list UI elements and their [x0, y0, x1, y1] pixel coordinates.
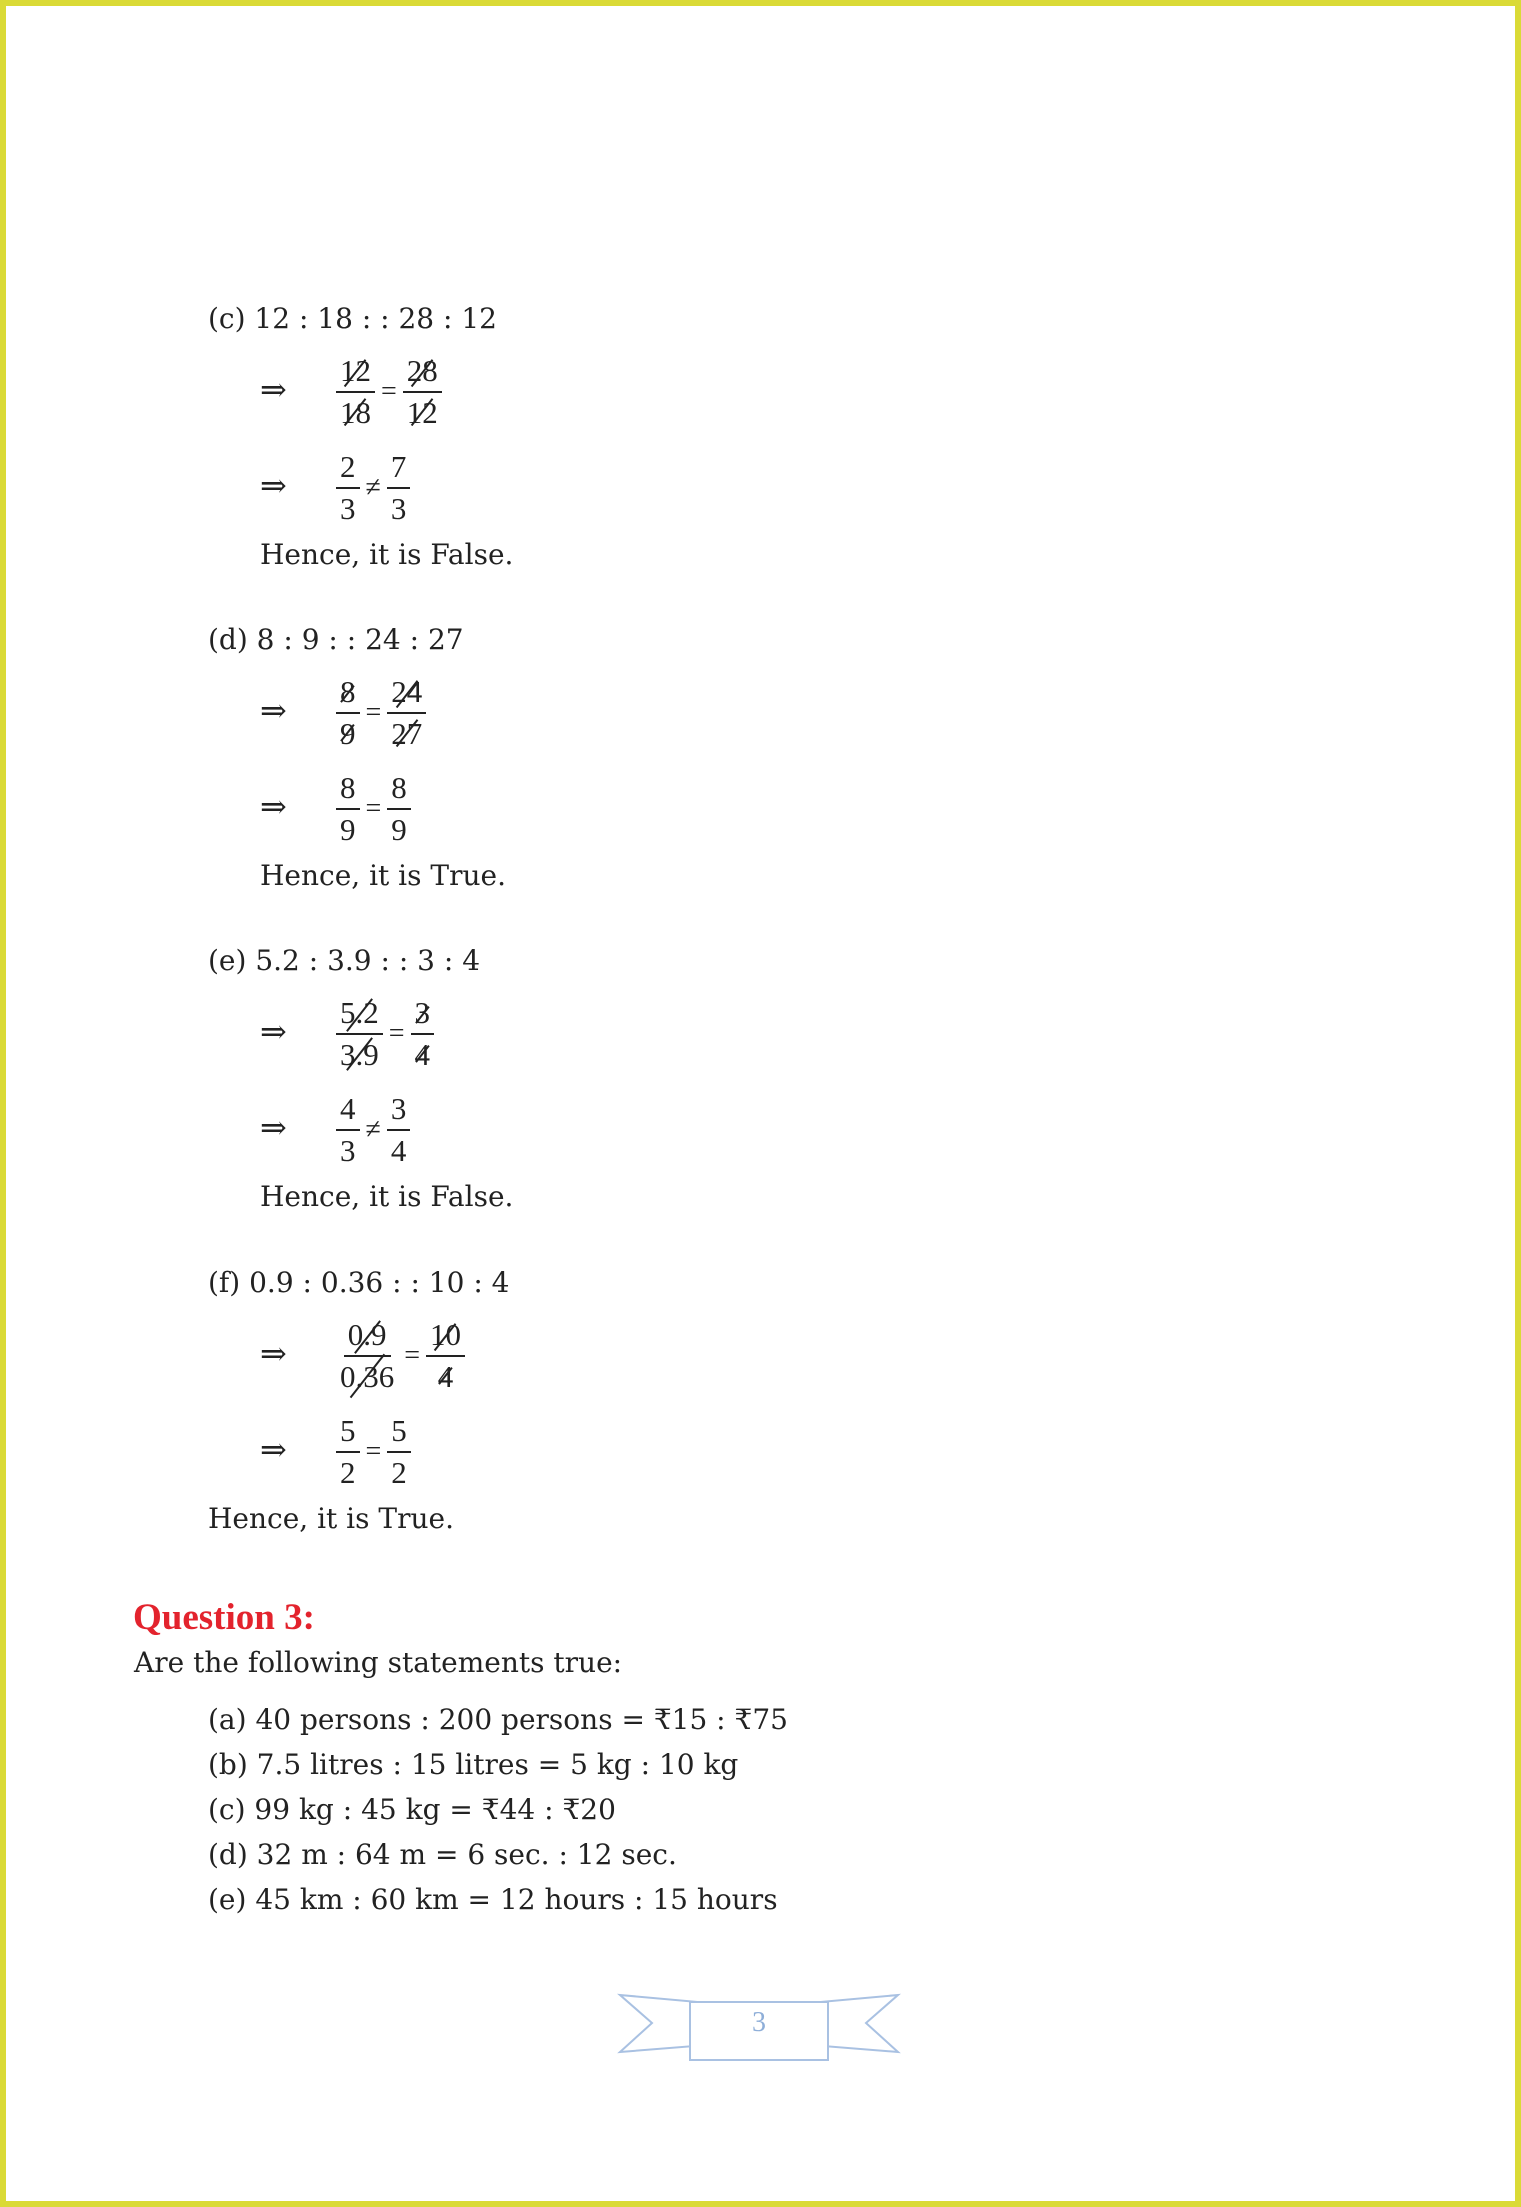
operator: = — [388, 1018, 405, 1049]
denominator: 4 — [390, 1133, 407, 1168]
page-number-ribbon — [616, 1990, 902, 2072]
denominator: 2 — [340, 1455, 356, 1490]
equation — [336, 665, 426, 761]
fraction-left — [336, 450, 360, 526]
part-header: (d) 8 : 9 : : 24 : 27 — [208, 623, 464, 656]
step-2 — [260, 1082, 660, 1178]
operator: = — [365, 697, 382, 728]
implies-arrow: ⇒ — [260, 1108, 287, 1147]
fraction-right — [387, 675, 426, 751]
operator: = — [365, 793, 382, 824]
denominator: 2 — [391, 1455, 407, 1490]
operator: = — [365, 1436, 382, 1467]
numerator: 8 — [336, 771, 360, 810]
numerator: 2 — [336, 450, 360, 489]
denominator: 9 — [340, 812, 356, 847]
equation — [336, 344, 442, 440]
operator: ≠ — [365, 1114, 381, 1145]
denominator: 3.9 — [336, 1035, 383, 1072]
numerator: 7 — [387, 450, 411, 489]
conclusion: Hence, it is False. — [260, 538, 514, 571]
denominator: 9 — [391, 812, 407, 847]
part-header: (c) 12 : 18 : : 28 : 12 — [208, 302, 497, 335]
fraction-right — [403, 354, 442, 430]
denominator: 3 — [340, 1133, 356, 1168]
numerator: 0.9 — [344, 1318, 391, 1357]
statement-list — [208, 1703, 788, 1928]
conclusion: Hence, it is True. — [208, 1502, 454, 1535]
equation — [336, 1404, 411, 1500]
fraction-left — [336, 771, 360, 847]
numerator: 24 — [387, 675, 426, 714]
step-1 — [260, 1308, 660, 1404]
operator: = — [381, 376, 397, 407]
implies-arrow: ⇒ — [260, 787, 287, 826]
statement-d: (d) 32 m : 64 m = 6 sec. : 12 sec. — [208, 1838, 677, 1871]
conclusion: Hence, it is False. — [260, 1180, 514, 1213]
equation — [336, 1082, 410, 1178]
numerator: 8 — [336, 675, 360, 714]
fraction-left — [336, 675, 360, 751]
equation — [336, 761, 411, 857]
fraction-left — [336, 1092, 360, 1168]
equation — [336, 440, 410, 536]
fraction-left — [336, 1318, 398, 1394]
implies-arrow: ⇒ — [260, 691, 287, 730]
fraction-right — [387, 771, 411, 847]
implies-arrow: ⇒ — [260, 1430, 287, 1469]
denominator: 3 — [390, 491, 407, 526]
implies-arrow: ⇒ — [260, 1334, 287, 1373]
step-2 — [260, 761, 660, 857]
implies-arrow: ⇒ — [260, 1012, 287, 1051]
fraction-right — [411, 996, 435, 1072]
fraction-right — [387, 450, 411, 526]
page-number: 3 — [752, 2007, 766, 2038]
numerator: 10 — [426, 1318, 465, 1357]
denominator: 4 — [434, 1357, 458, 1394]
denominator: 27 — [387, 714, 426, 751]
step-1 — [260, 344, 660, 440]
numerator: 5 — [387, 1414, 411, 1453]
numerator: 5 — [336, 1414, 360, 1453]
fraction-left — [336, 354, 375, 430]
statement-e: (e) 45 km : 60 km = 12 hours : 15 hours — [208, 1883, 778, 1916]
numerator: 12 — [336, 354, 375, 393]
equation — [336, 1308, 465, 1404]
denominator: 3 — [340, 491, 356, 526]
statement-b: (b) 7.5 litres : 15 litres = 5 kg : 10 kg — [208, 1748, 739, 1781]
denominator: 9 — [336, 714, 360, 751]
conclusion: Hence, it is True. — [260, 859, 506, 892]
part-header: (f) 0.9 : 0.36 : : 10 : 4 — [208, 1266, 510, 1299]
fraction-left — [336, 1414, 360, 1490]
fraction-left — [336, 996, 383, 1072]
step-2 — [260, 440, 660, 536]
implies-arrow: ⇒ — [260, 370, 287, 409]
numerator: 3 — [387, 1092, 411, 1131]
part-header: (e) 5.2 : 3.9 : : 3 : 4 — [208, 944, 481, 977]
numerator: 5.2 — [336, 996, 383, 1035]
fraction-right — [387, 1092, 411, 1168]
fraction-right — [426, 1318, 465, 1394]
step-2 — [260, 1404, 660, 1500]
numerator: 28 — [403, 354, 442, 393]
equation — [336, 986, 434, 1082]
numerator: 4 — [336, 1092, 360, 1131]
step-1 — [260, 986, 660, 1082]
denominator: 0.36 — [336, 1357, 398, 1394]
statement-a: (a) 40 persons : 200 persons = ₹15 : ₹75 — [208, 1703, 788, 1736]
numerator: 3 — [411, 996, 435, 1035]
question-text: Are the following statements true: — [134, 1646, 623, 1679]
denominator: 4 — [411, 1035, 435, 1072]
fraction-right — [387, 1414, 411, 1490]
operator: = — [404, 1340, 421, 1371]
operator: ≠ — [365, 472, 381, 503]
statement-c: (c) 99 kg : 45 kg = ₹44 : ₹20 — [208, 1793, 616, 1826]
implies-arrow: ⇒ — [260, 466, 287, 505]
question-title: Question 3: — [133, 1597, 315, 1638]
numerator: 8 — [387, 771, 411, 810]
denominator: 12 — [403, 393, 442, 430]
denominator: 18 — [336, 393, 375, 430]
step-1 — [260, 665, 660, 761]
